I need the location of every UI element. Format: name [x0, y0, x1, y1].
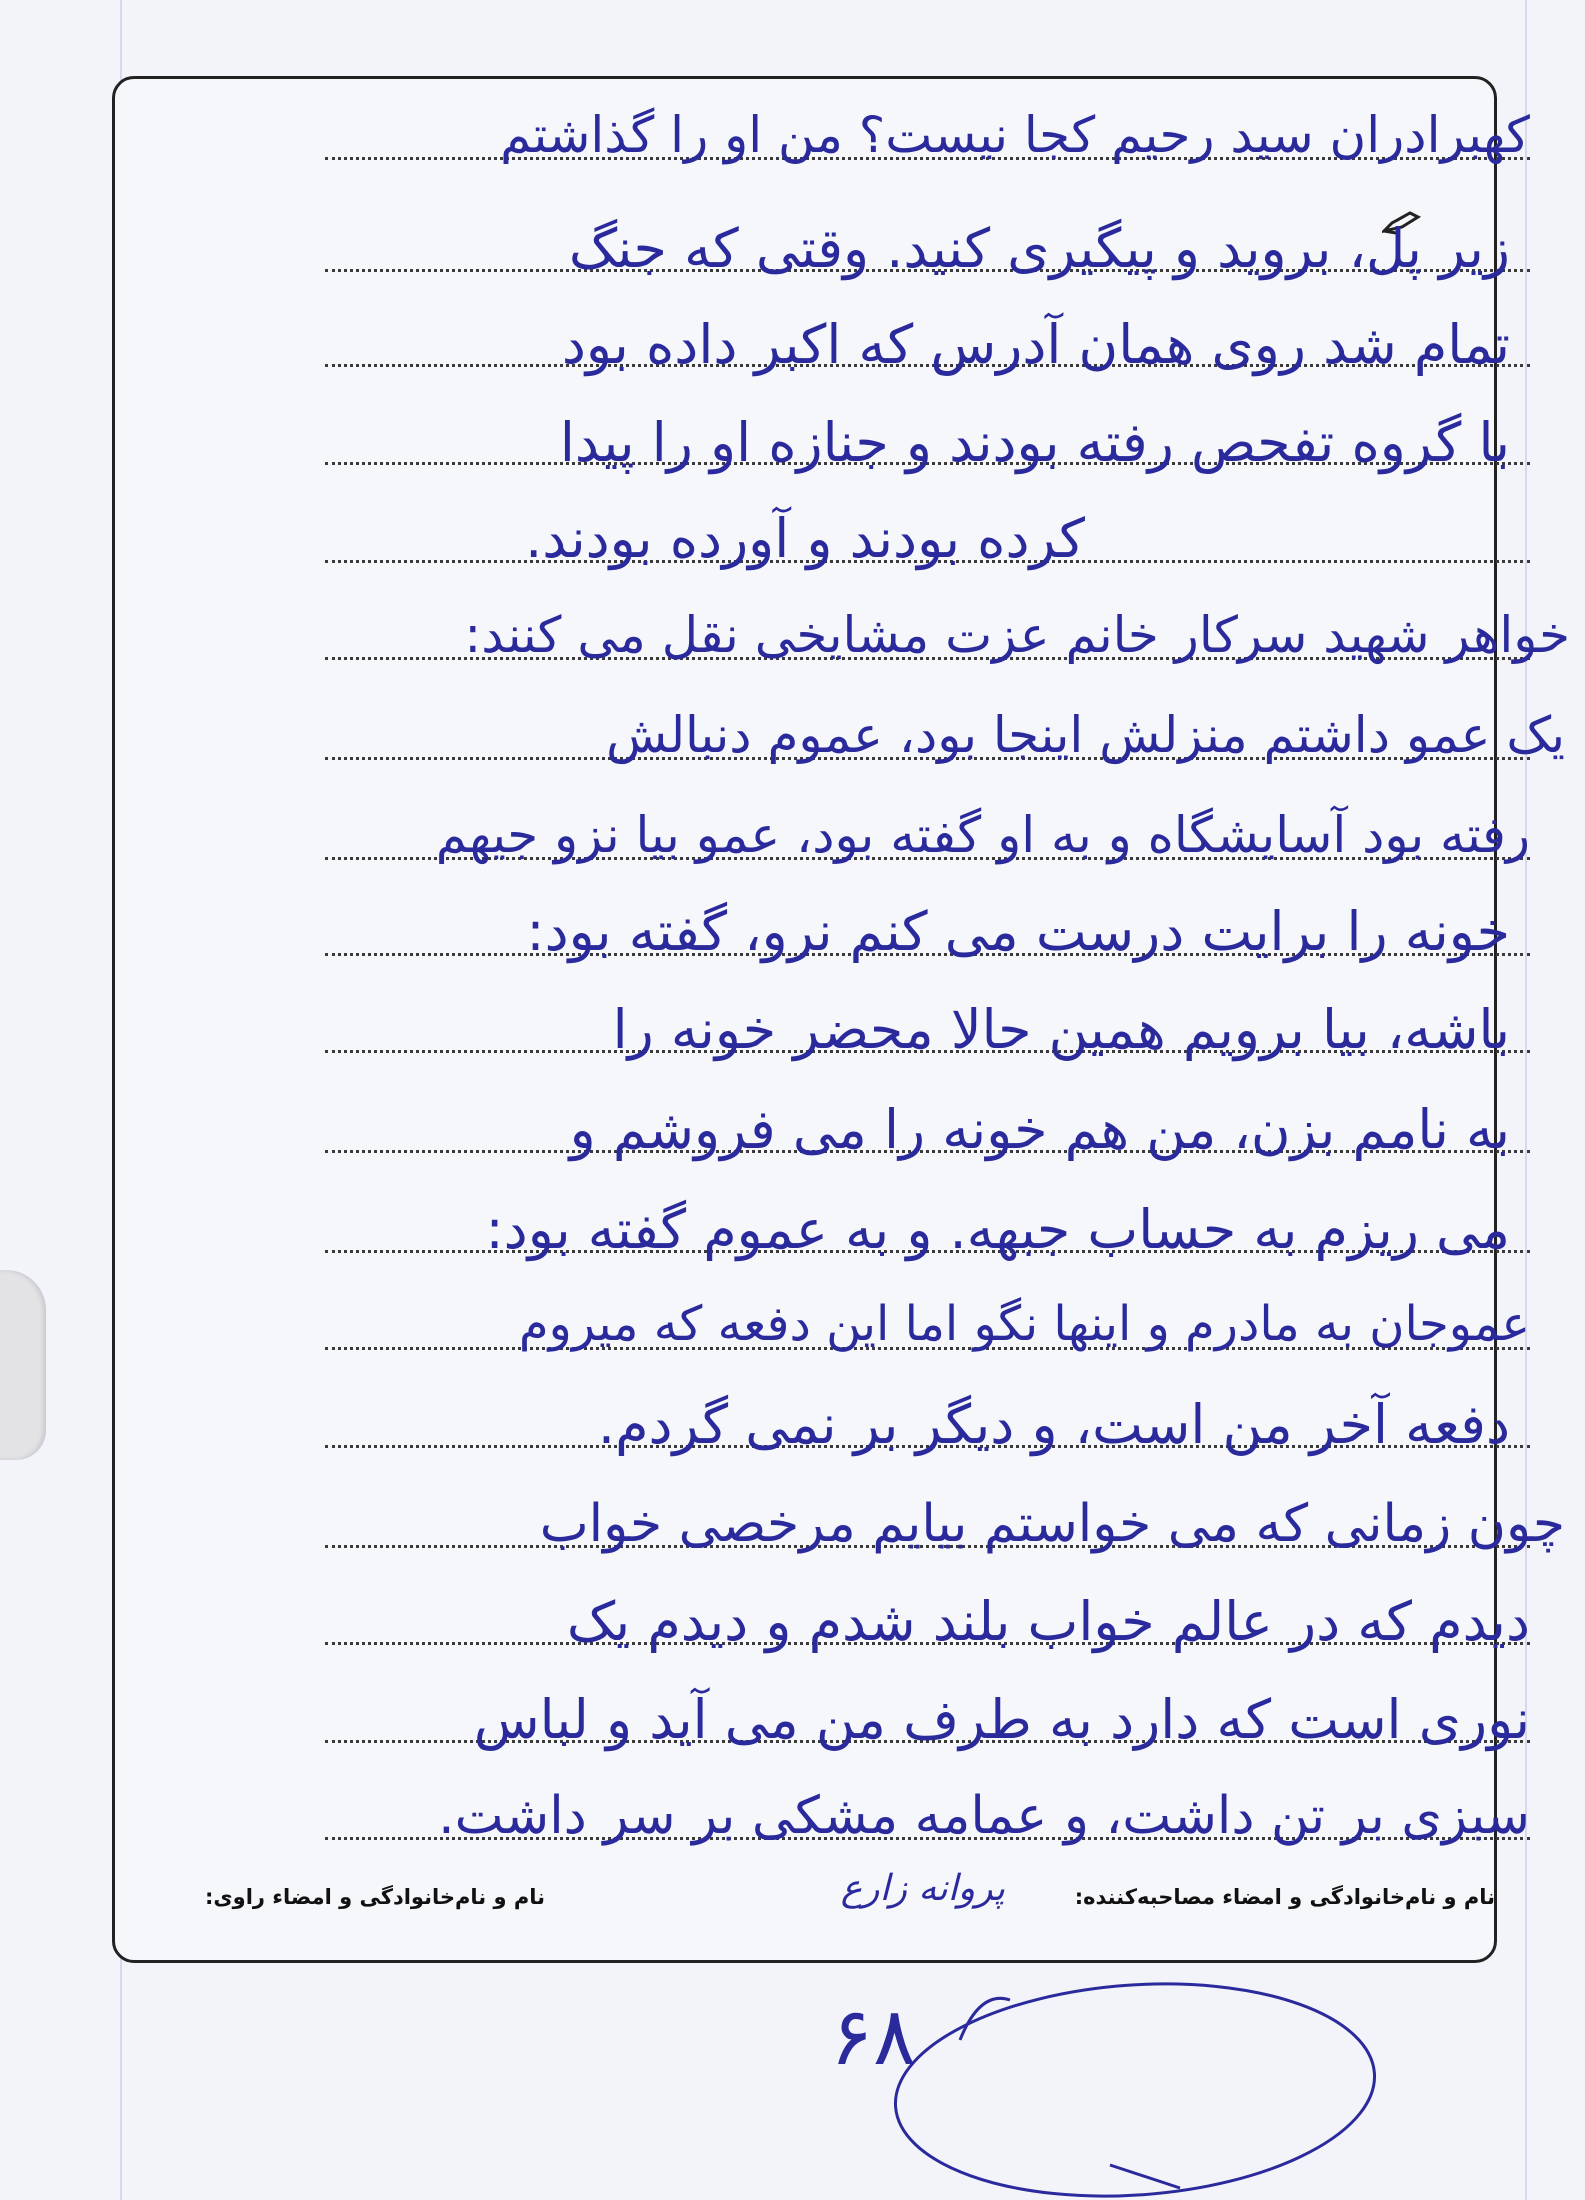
handwritten-line: رفته بود آسایشگاه و به او گفته بود، عمو بیا نزو جیهم [435, 806, 1530, 864]
handwritten-line: باشه، بیا برویم همین حالا محضر خونه را [612, 998, 1510, 1061]
handwritten-line: دفعه آخر من است، و دیگر بر نمی گردم. [597, 1393, 1510, 1456]
handwritten-line: خواهر شهید سرکار خانم عزت مشایخی نقل می کنند: [464, 606, 1570, 664]
page-number: ۶۸ [830, 1990, 916, 2083]
interviewer-signature: پروانه زارع [840, 1868, 1005, 1909]
handwritten-line: دیدم که در عالم خواب بلند شدم و دیدم یک [566, 1590, 1530, 1653]
narrator-label: نام و نام‌خانوادگی و امضاء راوی: [205, 1885, 545, 1909]
handwritten-line: زیر پل، بروید و پیگیری کنید. وقتی که جنگ [568, 217, 1510, 280]
handwritten-line: خونه را برایت درست می کنم نرو، گفته بود: [526, 900, 1510, 963]
handwritten-line: چون زمانی که می خواستم بیایم مرخصی خواب [539, 1494, 1565, 1554]
handwritten-line: به نامم بزن، من هم خونه را می فروشم و [569, 1098, 1510, 1161]
handwritten-line: کهبرادران سید رحیم کجا نیست؟ من او را گذاشتم [500, 106, 1530, 164]
handwritten-line: عموجان به مادرم و اینها نگو اما این دفعه که میروم [518, 1296, 1530, 1352]
interviewer-label: نام و نام‌خانوادگی و امضاء مصاحبه‌کننده: [1074, 1885, 1495, 1909]
handwritten-line: نوری است که دارد به طرف من می آید و لباس [473, 1688, 1530, 1751]
handwritten-line: یک عمو داشتم منزلش اینجا بود، عموم دنبالش [606, 706, 1565, 764]
handwritten-line: با گروه تفحص رفته بودند و جنازه او را پیدا [559, 411, 1510, 474]
handwritten-line: می ریزم به حساب جبهه. و به عموم گفته بود: [485, 1198, 1510, 1261]
handwritten-line: سبزی بر تن داشت، و عمامه مشکی بر سر داشت. [438, 1786, 1530, 1846]
handwritten-line: تمام شد روی همان آدرس که اکبر داده بود [561, 313, 1510, 376]
handwritten-line: کرده بودند و آورده بودند. [525, 507, 1085, 570]
